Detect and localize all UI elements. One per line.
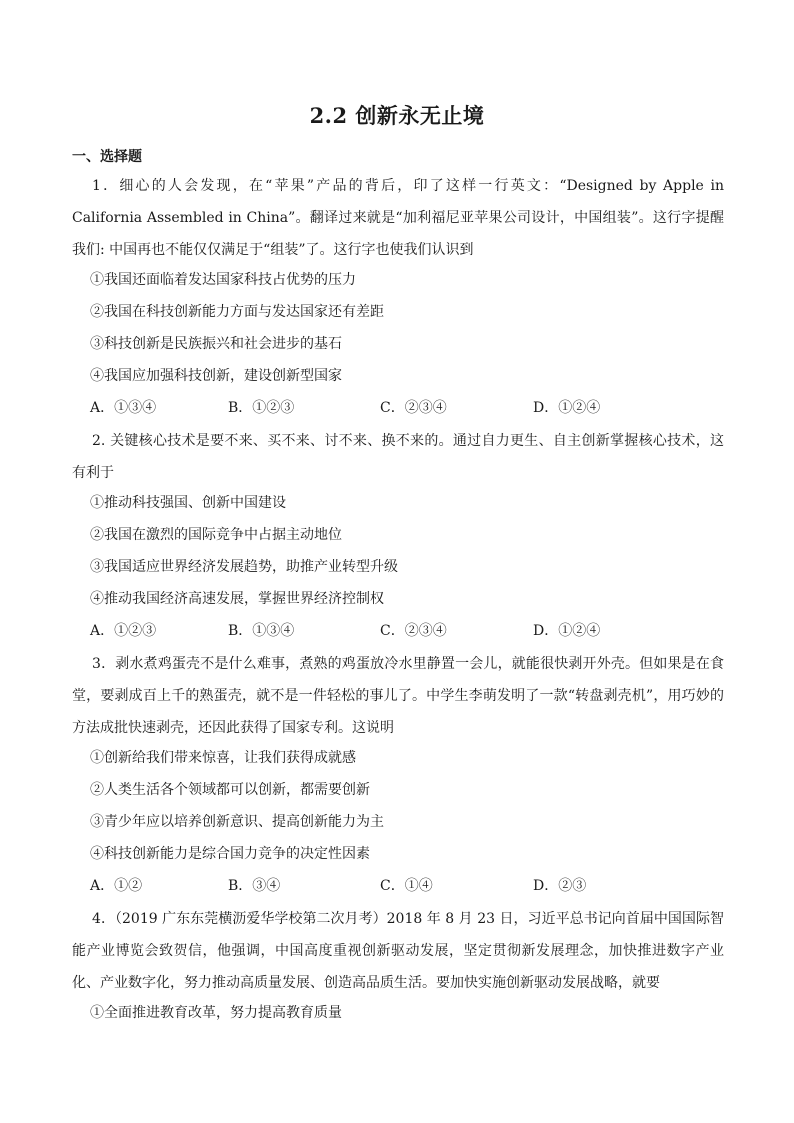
choice-a: A．①③④ bbox=[90, 400, 157, 416]
question-3-option-1: ①创新给我们带来惊喜，让我们获得成就感 bbox=[90, 750, 356, 766]
question-2-option-1: ①推动科技强国、创新中国建设 bbox=[90, 495, 286, 511]
question-2-option-2: ②我国在激烈的国际竞争中占据主动地位 bbox=[90, 527, 342, 543]
choice-d: D．①②④ bbox=[533, 623, 601, 639]
question-3-option-4: ④科技创新能力是综合国力竞争的决定性因素 bbox=[90, 846, 370, 862]
question-2-stem: 2. 关键核心技术是要不来、买不来、讨不来、换不来的。通过自力更生、自主创新掌握核心技术，这有利于 bbox=[72, 433, 724, 481]
question-4-option-1: ①全面推进教育改革，努力提高教育质量 bbox=[90, 1005, 342, 1021]
choice-b: B．③④ bbox=[228, 878, 281, 894]
choice-b: B．①③④ bbox=[228, 623, 295, 639]
question-1-option-4: ④我国应加强科技创新，建设创新型国家 bbox=[90, 368, 342, 384]
choice-d: D．①②④ bbox=[533, 400, 601, 416]
section-heading: 一、选择题 bbox=[72, 149, 142, 165]
choice-c: C．②③④ bbox=[380, 400, 447, 416]
question-4-stem: 4．（2019 广东东莞横沥爱华学校第二次月考）2018 年 8 月 23 日，习近平总书记向首届中国国际智能产业博览会致贺信，他强调，中国高度重视创新驱动发展，坚定贯彻新发展理念，加快推进数字产业化、产业数字化，努力推动高质量发展、创造高品质生活。要加快实施创新驱动发展战略，就要 bbox=[72, 911, 724, 991]
choice-b: B．①②③ bbox=[228, 400, 295, 416]
choice-c: C．①④ bbox=[380, 878, 433, 894]
choice-a: A．①② bbox=[90, 878, 143, 894]
choice-a: A．①②③ bbox=[90, 623, 157, 639]
question-1-stem: 1．细心的人会发现，在“苹果”产品的背后，印了这样一行英文：“Designed by Apple in California Assembled in China”。翻译过来就是“加利福尼亚苹果公司设计，中国组装”。这行字提醒我们: 中国再也不能仅仅满足于“组装”了。这行字也使我们认识到 bbox=[72, 178, 724, 258]
question-1-option-1: ①我国还面临着发达国家科技占优势的压力 bbox=[90, 272, 356, 288]
question-3-stem: 3．剥水煮鸡蛋壳不是什么难事，煮熟的鸡蛋放冷水里静置一会儿，就能很快剥开外壳。但如果是在食堂，要剥成百上千的熟蛋壳，就不是一件轻松的事儿了。中学生李萌发明了一款“转盘剥壳机”，用巧妙的方法成批快速剥壳，还因此获得了国家专利。这说明 bbox=[72, 656, 724, 736]
question-3-option-3: ③青少年应以培养创新意识、提高创新能力为主 bbox=[90, 814, 384, 830]
question-3-option-2: ②人类生活各个领域都可以创新，都需要创新 bbox=[90, 782, 370, 798]
question-1-option-3: ③科技创新是民族振兴和社会进步的基石 bbox=[90, 336, 342, 352]
question-2-option-3: ③我国适应世界经济发展趋势，助推产业转型升级 bbox=[90, 559, 398, 575]
choice-c: C．②③④ bbox=[380, 623, 447, 639]
page-title: 2.2 创新永无止境 bbox=[309, 103, 485, 128]
question-1-option-2: ②我国在科技创新能力方面与发达国家还有差距 bbox=[90, 304, 384, 320]
question-2-option-4: ④推动我国经济高速发展，掌握世界经济控制权 bbox=[90, 591, 384, 607]
choice-d: D．②③ bbox=[533, 878, 587, 894]
